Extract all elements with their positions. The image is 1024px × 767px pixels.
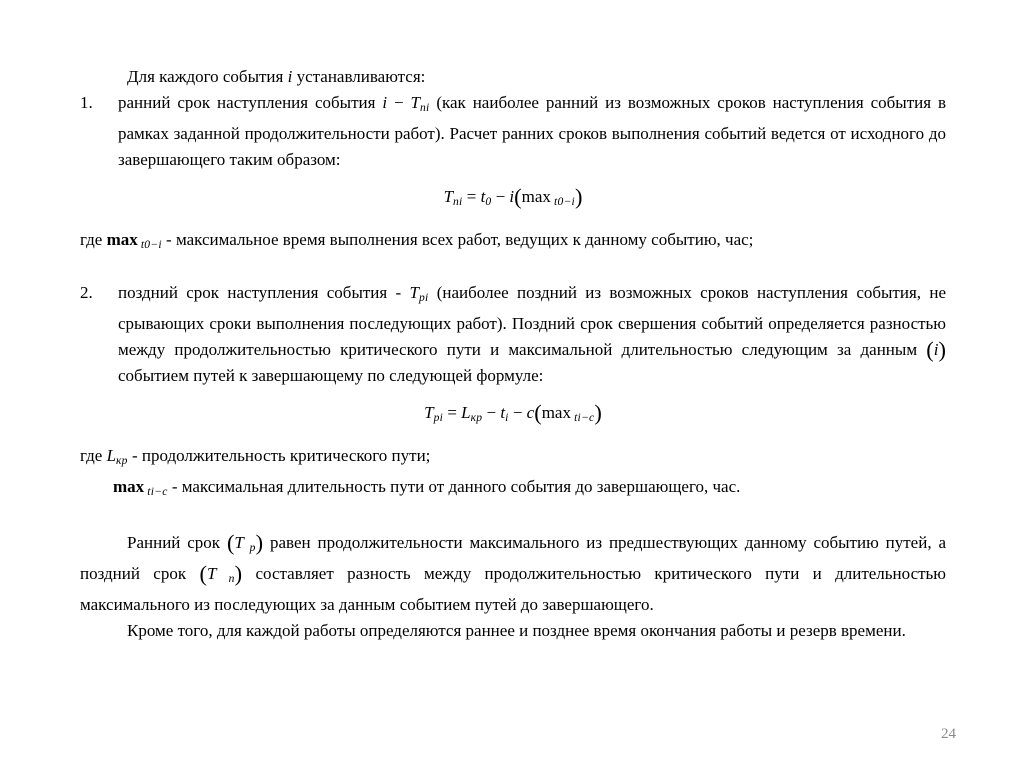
list-item-text <box>118 283 946 385</box>
math-variable: t <box>500 402 506 422</box>
math-paren: ) <box>574 184 583 210</box>
text-run: составляет разность между продолжительностью критического пути и длительностью максимального из последующих за данным событием путей до завершающего. <box>80 563 946 615</box>
text-run: где <box>80 230 107 250</box>
math-paren: ( <box>226 529 235 555</box>
text-run: поздний срок наступления события - <box>118 282 410 302</box>
math-variable: i <box>509 187 515 207</box>
math-subscript: кр <box>470 411 483 425</box>
formula <box>80 398 946 433</box>
math-subscript: ni <box>453 195 463 209</box>
text-run: равен продолжительности максимального из предшествующих данному событию путей, а поздний срок <box>80 532 946 583</box>
text-run: = <box>443 402 462 422</box>
math-operator: max <box>106 230 138 250</box>
paragraph <box>80 64 946 90</box>
text-run: Ранний срок <box>127 532 227 552</box>
math-subscript: ti−c <box>144 485 168 499</box>
math-paren: ( <box>514 184 522 210</box>
math-subscript: кр <box>116 454 128 468</box>
math-paren: ( <box>534 399 542 425</box>
math-subscript: t0−i <box>137 238 162 252</box>
text-run: - максимальное время выполнения всех работ, ведущих к данному событию, час; <box>161 230 754 250</box>
paragraph <box>80 227 946 258</box>
math-variable: i <box>382 93 388 112</box>
text-run: − <box>482 402 501 422</box>
math-variable: T <box>410 93 420 112</box>
math-subscript: 0 <box>485 195 492 209</box>
math-variable: t <box>480 187 486 207</box>
list-item <box>80 90 946 173</box>
math-variable: T <box>409 282 419 302</box>
math-subscript: ni <box>419 101 430 115</box>
text-run: − <box>508 402 527 422</box>
list-item <box>80 280 946 389</box>
page-number: 24 <box>941 726 956 742</box>
slide-content <box>80 64 946 644</box>
text-run: (наиболее поздний из возможных сроков наступления события, не срывающих сроки выполнения последующих работ). Поздний срок свершения событий определяется разностью между продолжительностью критического пути и максимальной длительностью следующим за данным <box>118 282 946 359</box>
math-variable: c <box>526 402 535 422</box>
text-run: событием путей к завершающему по следующей формуле: <box>118 365 544 385</box>
math-variable: T <box>443 187 454 207</box>
math-subscript: ti−c <box>570 411 595 425</box>
math-variable: i <box>933 339 939 359</box>
math-paren: ) <box>234 560 243 586</box>
text-run: − <box>387 93 411 112</box>
text-run: (как наиболее ранний из возможных сроков наступления события в рамках заданной продолжительности работ). Расчет ранних сроков выполнения событий ведется от исходного до завершающего таким образом: <box>118 93 946 170</box>
math-variable: L <box>106 446 117 466</box>
paragraph <box>80 530 946 618</box>
text-run: Для каждого события <box>127 67 288 86</box>
math-subscript: n <box>216 572 235 586</box>
math-subscript: t0−i <box>550 195 575 209</box>
math-operator: max <box>113 477 145 497</box>
paragraph <box>80 443 946 474</box>
math-variable: T <box>206 563 217 583</box>
text-run: где <box>80 446 107 466</box>
math-subscript: pi <box>418 290 429 304</box>
math-paren: ) <box>255 529 264 555</box>
list-item-text <box>118 93 946 169</box>
paragraph <box>80 618 946 644</box>
text-run: - максимальная длительность пути от данного события до завершающего, час. <box>167 477 741 497</box>
text-run: = <box>462 187 481 207</box>
list-number: 2. <box>80 282 93 302</box>
text-run: − <box>491 187 510 207</box>
math-variable: T <box>424 402 434 422</box>
text-run: max <box>521 187 551 207</box>
math-variable: T <box>234 532 244 552</box>
math-paren: ( <box>199 560 207 586</box>
text-run: max <box>541 402 571 422</box>
math-paren: ) <box>938 336 946 362</box>
math-subscript: i <box>505 411 509 425</box>
text-run: - продолжительность критического пути; <box>127 446 431 466</box>
math-variable: L <box>461 402 471 422</box>
paragraph <box>80 474 946 505</box>
math-subscript: pi <box>433 411 444 425</box>
text-run: устанавливаются: <box>292 67 426 86</box>
list-number: 1. <box>80 93 93 112</box>
math-paren: ( <box>926 336 934 362</box>
math-variable: i <box>287 67 293 86</box>
math-subscript: p <box>243 540 256 554</box>
text-run: ранний срок наступления события <box>118 93 383 112</box>
text-run: Кроме того, для каждой работы определяются раннее и позднее время окончания работы и резерв времени. <box>127 621 906 641</box>
formula <box>80 182 946 217</box>
math-paren: ) <box>594 399 602 425</box>
